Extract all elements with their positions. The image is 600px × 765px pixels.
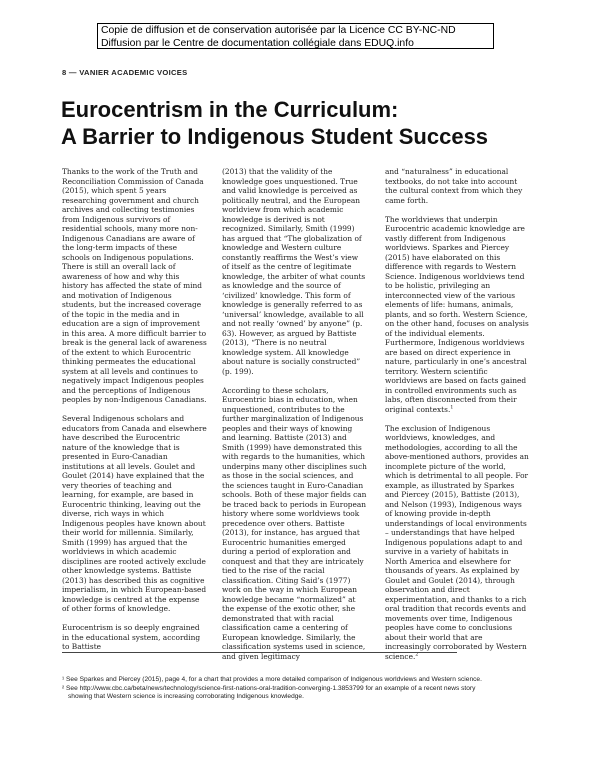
- paragraph: According to these scholars, Eurocentric bias in education, when unquestioned, contributes to the further marginalization of Indigenous peoples and their ways of knowing and learning. Battiste (2013) and Smith (1999) have demonstrated this with regards to the humanities, which underpins many other disciplines such as those in the social sciences, and the sciences taught in Euro-Canadian schools. Both of these major fields can be traced back to periods in European history where some worldviews took precedence over others. Battiste (2013), for instance, has argued that Eurocentric humanities emerged during a period of exploration and conquest and that they are intricately tied to the rise of the racial classification. Citing Said’s (1977) work on the way in which European knowledge became “normalized” at the expense of the exotic other, she demonstrated that with racial classification came a centering of European knowledge. Similarly, the classification systems used in science, and given legitimacy: [222, 385, 367, 661]
- paragraph: (2013) that the validity of the knowledge goes unquestioned. True and valid knowledge is perceived as politically neutral, and the European worldview from which academic knowledge is derived is not recognized. Similarly, Smith (1999) has argued that “The globalization of knowledge and Western culture constantly reaffirms the West’s view of itself as the centre of legitimate knowledge, the arbiter of what counts as knowledge and the source of ‘civilized’ knowledge. This form of knowledge is generally referred to as ‘universal’ knowledge, available to all and not really ‘owned’ by anyone” (p. 63). However, as argued by Battiste (2013), “There is no neutral knowledge system. All knowledge about nature is socially constructed” (p. 199).: [222, 167, 366, 376]
- license-notice: [97, 23, 494, 49]
- paragraph: Thanks to the work of the Truth and Reconciliation Commission of Canada (2015), which spent 5 years researching government and church archives and collecting testimonies from Indigenous survivors of residential schools, many more non-Indigenous Canadians are aware of the long-term impacts of these schools on Indigenous populations. There is still an overall lack of awareness of how and why this history has affected the state of mind and motivation of Indigenous students, but the increased coverage of the topic in the media and in education are a sign of improvement in this area. A more difficult barrier to break is the general lack of awareness of the extent to which Eurocentric thinking permeates the educational system at all levels and continues to negatively impact Indigenous peoples and the perceptions of Indigenous peoples by non-Indigenous Canadians.: [62, 167, 207, 404]
- paragraph-text: The exclusion of Indigenous worldviews, knowledges, and methodologies, according to all the above-mentioned authors, provides an incomplete picture of the world, which is detrimental to all people. For example, as illustrated by Sparkes and Piercey (2015), Battiste (2013), and Nelson (1993), Indigenous ways of knowing provide in-depth understandings of local environments – understandings that have helped Indigenous populations adapt to and survive in a variety of habitats in North America and elsewhere for thousands of years. As explained by Goulet and Goulet (2014), through observation and direct experimentation, and thanks to a rich oral tradition that records events and movements over time, Indigenous peoples have come to conclusions about their world that are increasingly corroborated by Western science.: [385, 423, 529, 661]
- footnotes: [62, 676, 542, 702]
- column-2: [222, 167, 367, 671]
- paragraph-text: The worldviews that underpin Eurocentric academic knowledge are vastly different from Indigenous worldviews. Sparkes and Piercey (2015) have elaborated on this difference with regards to Western Science. Indigenous worldviews tend to be holistic, privileging an interconnected view of the various elements of life: humans, animals, plants, and so forth. Western Science, on the other hand, focuses on analysis of the individual elements. Furthermore, Indigenous worldviews are based on direct experience in nature, particularly in one’s ancestral territory. Western scientific worldviews are based on facts gained in controlled environments such as labs, often disconnected from their original contexts.: [385, 214, 529, 414]
- footnote-ref-2[interactable]: 2: [415, 651, 419, 658]
- paragraph: [385, 424, 530, 662]
- running-head: 8 — VANIER ACADEMIC VOICES: [62, 68, 188, 77]
- article-title: [61, 96, 541, 150]
- footnote-2[interactable]: ² See http://www.cbc.ca/beta/news/technology/science-first-nations-oral-tradition-converging-1.3853799 for an example of a recent news story: [62, 684, 476, 692]
- paragraph: and “naturalness” in educational textbooks, do not take into account the cultural context from which they came forth.: [385, 167, 523, 205]
- footnote-ref-1[interactable]: 1: [450, 404, 454, 411]
- column-1: [62, 167, 207, 661]
- paragraph: Several Indigenous scholars and educators from Canada and elsewhere have described the Eurocentric nature of the knowledge that is presented in Euro-Canadian institutions at all levels. Goulet and Goulet (2014) have explained that the very theories of teaching and learning, for example, are based in Eurocentric thinking, leaving out the diverse, rich ways in which Indigenous peoples have known about their world for millennia. Similarly, Smith (1999) has argued that the worldviews in which academic disciplines are rooted actively exclude other knowledge systems. Battiste (2013) has described this as cognitive imperialism, in which European-based knowledge is centred at the expense of other forms of knowledge.: [62, 414, 207, 613]
- title-line-2: A Barrier to Indigenous Student Success: [61, 124, 489, 149]
- footnote-1: ¹ See Sparkes and Piercey (2015), page 4, for a chart that provides a more detailed comparison of Indigenous worldviews and Western science.: [62, 676, 482, 683]
- footnote-2-continued: showing that Western science is increasing corroborating Indigenous knowledge.: [68, 693, 304, 701]
- paragraph: Eurocentrism is so deeply engrained in the educational system, according to Battiste: [62, 623, 201, 651]
- title-line-1: Eurocentrism in the Curriculum:: [61, 97, 399, 122]
- column-3: [385, 167, 530, 671]
- license-notice-line1: Copie de diffusion et de conservation autorisée par la Licence CC BY-NC-ND: [101, 25, 456, 36]
- footnote-divider: [62, 652, 457, 653]
- paragraph: [385, 215, 530, 415]
- license-notice-line2: Diffusion par le Centre de documentation collégiale dans EDUQ.info: [101, 37, 414, 49]
